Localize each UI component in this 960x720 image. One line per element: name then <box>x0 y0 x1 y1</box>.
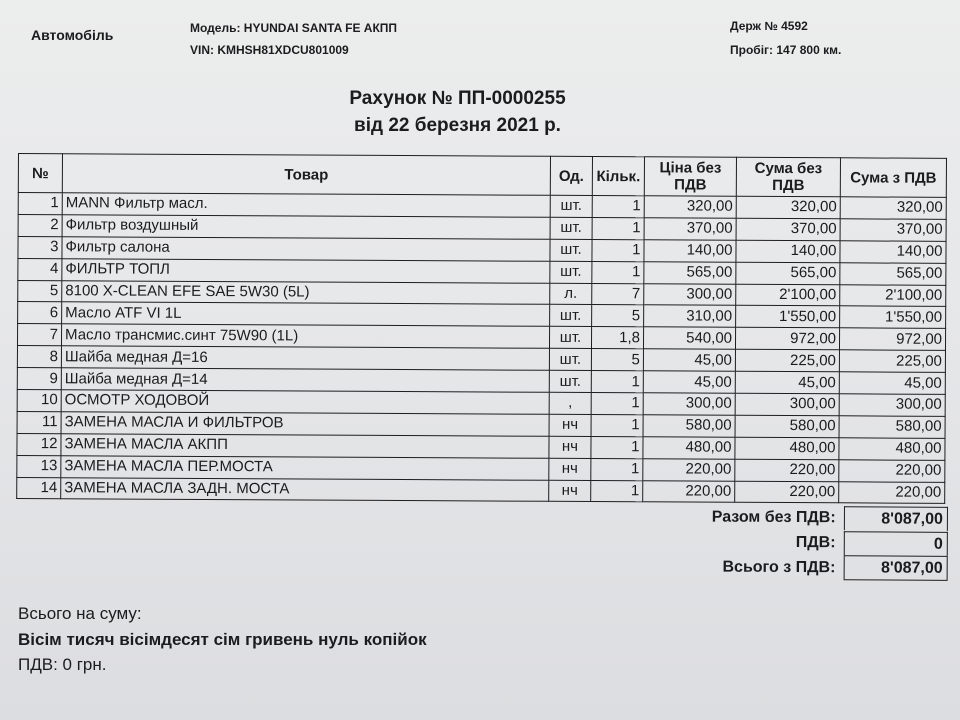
invoice-date: від 22 березня 2021 р. <box>354 115 561 136</box>
total-row <box>600 554 948 581</box>
row-qty: 1 <box>592 261 644 283</box>
row-unit: шт. <box>549 370 591 392</box>
row-sum-no-vat: 480,00 <box>735 437 839 459</box>
col-qty: Кільк. <box>592 157 644 196</box>
col-num: № <box>18 154 62 193</box>
row-sum-no-vat: 220,00 <box>735 481 839 503</box>
row-qty: 1 <box>591 393 643 415</box>
row-unit: нч <box>549 436 591 458</box>
row-product: Масло ATF VI 1L <box>62 302 550 326</box>
row-num: 5 <box>18 280 62 302</box>
row-price: 480,00 <box>643 437 735 459</box>
row-qty: 1 <box>591 371 643 393</box>
sum-label: Всього на суму: <box>18 604 142 623</box>
vat-label: ПДВ: <box>795 533 836 551</box>
row-qty: 1,8 <box>591 327 643 349</box>
row-price: 310,00 <box>644 305 736 327</box>
car-mileage: Пробіг: 147 800 км. <box>730 43 842 57</box>
row-num: 2 <box>18 214 62 236</box>
row-unit: нч <box>549 414 591 436</box>
row-price: 370,00 <box>644 218 736 240</box>
row-unit: нч <box>549 480 591 502</box>
row-price: 300,00 <box>644 283 736 305</box>
row-sum-vat: 2'100,00 <box>840 284 946 306</box>
col-price: Ціна без ПДВ <box>644 157 736 196</box>
row-price: 140,00 <box>644 240 736 262</box>
row-price: 220,00 <box>643 480 735 502</box>
row-product: Фильтр салона <box>62 237 550 261</box>
row-sum-vat: 225,00 <box>839 350 945 372</box>
row-qty: 1 <box>591 458 643 480</box>
row-unit: шт. <box>550 239 592 261</box>
row-qty: 1 <box>592 196 644 218</box>
row-price: 320,00 <box>644 196 736 218</box>
row-product: ЗАМЕНА МАСЛА ПЕР.МОСТА <box>61 455 549 479</box>
row-sum-no-vat: 225,00 <box>735 349 839 371</box>
row-sum-no-vat: 370,00 <box>736 218 840 240</box>
row-qty: 1 <box>591 480 643 502</box>
row-unit: шт. <box>550 305 592 327</box>
row-num: 8 <box>17 346 61 368</box>
row-sum-vat: 220,00 <box>839 481 945 503</box>
vat-value: 0 <box>844 531 948 556</box>
row-num: 13 <box>17 455 61 477</box>
row-product: 8100 X-CLEAN EFE SAE 5W30 (5L) <box>62 280 550 304</box>
sum-in-words: Вісім тисяч вісімдесят сім гривень нуль копійок <box>18 630 427 649</box>
row-num: 10 <box>17 390 61 412</box>
row-sum-no-vat: 140,00 <box>736 240 840 262</box>
row-sum-no-vat: 320,00 <box>736 196 840 218</box>
row-price: 540,00 <box>643 327 735 349</box>
row-product: ЗАМЕНА МАСЛА ЗАДН. МОСТА <box>61 477 549 501</box>
row-product: MANN Фильтр масл. <box>62 193 550 217</box>
row-qty: 5 <box>591 349 643 371</box>
row-sum-vat: 972,00 <box>839 328 945 350</box>
row-product: Шайба медная Д=14 <box>61 368 549 392</box>
row-sum-no-vat: 565,00 <box>736 262 840 284</box>
row-unit: шт. <box>550 261 592 283</box>
row-qty: 1 <box>592 239 644 261</box>
row-product: Фильтр воздушный <box>62 215 550 239</box>
col-unit: Од. <box>550 156 592 195</box>
row-price: 565,00 <box>644 261 736 283</box>
row-num: 12 <box>17 433 61 455</box>
row-sum-no-vat: 972,00 <box>735 328 839 350</box>
row-price: 220,00 <box>643 458 735 480</box>
col-sum-vat: Сума з ПДВ <box>840 158 946 198</box>
row-qty: 1 <box>591 414 643 436</box>
row-num: 4 <box>18 258 62 280</box>
row-product: Масло трансмис.синт 75W90 (1L) <box>61 324 549 348</box>
items-table <box>16 153 947 504</box>
car-vin: VIN: KMHSH81XDCU801009 <box>190 43 349 57</box>
row-product: ЗАМЕНА МАСЛА АКПП <box>61 434 549 458</box>
totals-block <box>600 504 948 581</box>
row-product: Шайба медная Д=16 <box>61 346 549 370</box>
table-header-row <box>18 154 946 198</box>
row-sum-vat: 220,00 <box>839 459 945 481</box>
row-num: 11 <box>17 411 61 433</box>
row-price: 300,00 <box>643 393 735 415</box>
vat-row <box>600 529 948 556</box>
subtotal-label: Разом без ПДВ: <box>711 508 836 526</box>
row-price: 45,00 <box>643 371 735 393</box>
car-label: Автомобіль <box>31 27 114 43</box>
row-sum-vat: 45,00 <box>839 372 945 394</box>
row-sum-vat: 300,00 <box>839 394 945 416</box>
total-label: Всього з ПДВ: <box>722 558 836 576</box>
row-sum-vat: 140,00 <box>840 241 946 263</box>
row-qty: 7 <box>592 283 644 305</box>
row-sum-vat: 1'550,00 <box>840 306 946 328</box>
row-unit: нч <box>549 458 591 480</box>
row-sum-vat: 480,00 <box>839 438 945 460</box>
row-num: 1 <box>18 193 62 215</box>
row-unit: шт. <box>549 327 591 349</box>
row-sum-no-vat: 300,00 <box>735 393 839 415</box>
row-sum-vat: 370,00 <box>840 219 946 241</box>
row-num: 7 <box>17 324 61 346</box>
row-sum-vat: 320,00 <box>840 197 946 219</box>
row-price: 580,00 <box>643 415 735 437</box>
car-reg-number: Держ № 4592 <box>730 19 808 33</box>
row-unit: шт. <box>550 217 592 239</box>
row-num: 9 <box>17 368 61 390</box>
row-sum-no-vat: 2'100,00 <box>736 284 840 306</box>
row-product: ОСМОТР ХОДОВОЙ <box>61 390 549 414</box>
subtotal-row <box>600 504 948 531</box>
col-product: Товар <box>62 154 550 196</box>
row-num: 14 <box>17 477 61 499</box>
row-sum-vat: 580,00 <box>839 416 945 438</box>
row-sum-no-vat: 220,00 <box>735 459 839 481</box>
row-num: 3 <box>18 236 62 258</box>
row-unit: , <box>549 392 591 414</box>
row-sum-no-vat: 580,00 <box>735 415 839 437</box>
row-product: ФИЛЬТР ТОПЛ <box>62 258 550 282</box>
vat-note: ПДВ: 0 грн. <box>18 655 107 674</box>
col-sum-no-vat: Сума без ПДВ <box>736 157 840 197</box>
row-price: 45,00 <box>643 349 735 371</box>
total-value: 8'087,00 <box>843 555 947 581</box>
row-qty: 1 <box>591 436 643 458</box>
row-sum-no-vat: 1'550,00 <box>736 306 840 328</box>
invoice-title: Рахунок № ПП-0000255 <box>349 88 566 109</box>
row-sum-no-vat: 45,00 <box>735 371 839 393</box>
row-sum-vat: 565,00 <box>840 262 946 284</box>
row-unit: л. <box>550 283 592 305</box>
subtotal-value: 8'087,00 <box>844 506 948 531</box>
row-qty: 1 <box>592 217 644 239</box>
car-model: Модель: HYUNDAI SANTA FE АКПП <box>190 21 398 35</box>
row-unit: шт. <box>550 195 592 217</box>
table-row <box>17 477 945 504</box>
row-num: 6 <box>18 302 62 324</box>
row-product: ЗАМЕНА МАСЛА И ФИЛЬТРОВ <box>61 412 549 436</box>
row-qty: 5 <box>592 305 644 327</box>
row-unit: шт. <box>549 349 591 371</box>
